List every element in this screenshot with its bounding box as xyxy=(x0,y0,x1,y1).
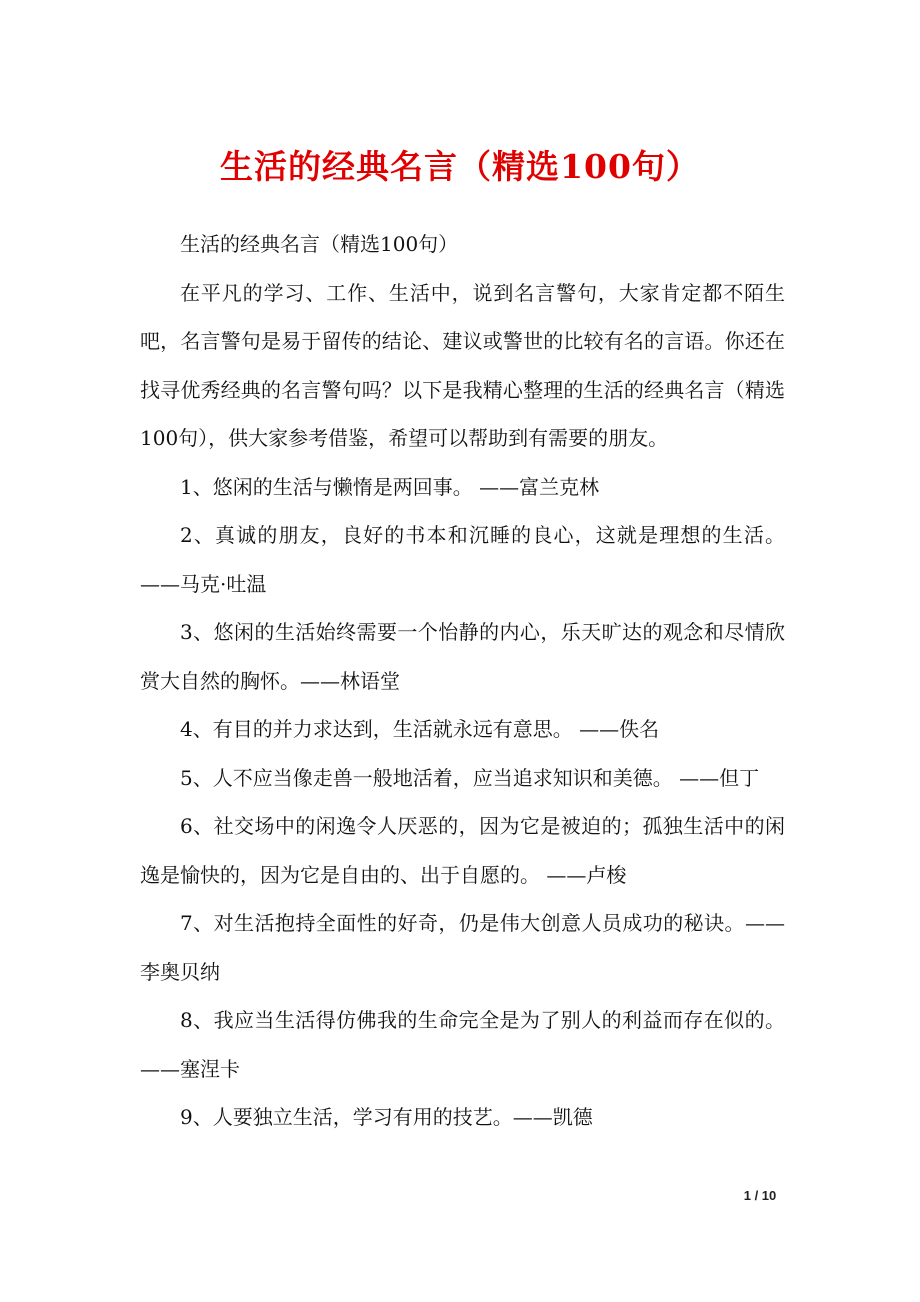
quote-item-7: 7、对生活抱持全面性的好奇，仍是伟大创意人员成功的秘诀。——李奥贝纳 xyxy=(140,911,785,984)
quote-item-2: 2、真诚的朋友，良好的书本和沉睡的良心，这就是理想的生活。——马克·吐温 xyxy=(140,523,785,596)
document-title: 生活的经典名言（精选100句） xyxy=(220,147,700,186)
intro-paragraph: 在平凡的学习、工作、生活中，说到名言警句，大家肯定都不陌生吧，名言警句是易于留传的结论、建议或警世的比较有名的言语。你还在找寻优秀经典的名言警句吗？以下是我精心整理的生活的经典名言（精选100句），供大家参考借鉴，希望可以帮助到有需要的朋友。 xyxy=(140,280,785,450)
quote-item-3: 3、悠闲的生活始终需要一个怡静的内心，乐天旷达的观念和尽情欣赏大自然的胸怀。——林语堂 xyxy=(140,620,785,693)
quote-item-1: 1、悠闲的生活与懒惰是两回事。 ——富兰克林 xyxy=(180,474,600,499)
quote-item-5: 5、人不应当像走兽一般地活着，应当追求知识和美德。 ——但丁 xyxy=(180,765,760,790)
page-number: 1 / 10 xyxy=(743,1188,777,1203)
quote-item-4: 4、有目的并力求达到，生活就永远有意思。 ——佚名 xyxy=(180,717,660,741)
quote-item-8: 8、我应当生活得仿佛我的生命完全是为了别人的利益而存在似的。——塞涅卡 xyxy=(140,1008,785,1081)
subtitle-paragraph: 生活的经典名言（精选100句） xyxy=(180,232,459,256)
quote-item-9: 9、人要独立生活，学习有用的技艺。——凯德 xyxy=(180,1105,593,1129)
document-body xyxy=(140,220,785,1142)
quote-item-6: 6、社交场中的闲逸令人厌恶的，因为它是被迫的；孤独生活中的闲逸是愉快的，因为它是自由的、出于自愿的。 ——卢梭 xyxy=(140,814,785,887)
